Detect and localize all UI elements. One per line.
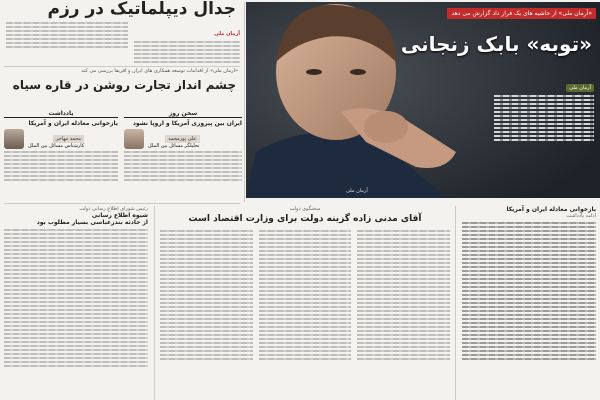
divider <box>4 66 240 67</box>
vertical-divider <box>244 2 245 202</box>
hero-caption-left: آرمان ملی <box>346 188 368 194</box>
right-kicker: ادامه یادداشت <box>566 213 596 219</box>
vertical-divider <box>455 206 456 400</box>
top-left-headline[interactable]: جدال دیپلماتیک در رزم <box>47 0 236 19</box>
top-left-block <box>0 0 244 64</box>
hero-tag <box>447 8 596 19</box>
author-photo <box>4 129 24 149</box>
col-left-head[interactable]: بازخوانی معادله ایران و آمریکا <box>28 120 118 127</box>
hero-photo[interactable] <box>246 2 600 198</box>
right-headline[interactable]: بازخوانی معادله ایران و آمریکا <box>506 206 596 213</box>
hero-title-text: «توبه» بابک زنجانی <box>400 32 592 56</box>
col-right-title: سخن روز <box>124 110 242 118</box>
vertical-divider <box>154 206 155 400</box>
top-left-byline: آرمان ملی <box>214 31 240 37</box>
hero-tag-text: «آرمان ملی» از حاشیه های یک فرار داد گزارش می دهد <box>451 10 592 17</box>
col-right <box>124 110 242 183</box>
bottom-left-story <box>0 206 152 400</box>
col-right-role: تحلیلگر مسائل بین الملل <box>148 143 200 149</box>
right-story <box>458 206 600 400</box>
col-left <box>4 110 118 183</box>
left-strip-headline[interactable]: چشم انداز تجارت روشن در قاره سیاه <box>12 78 236 92</box>
hero-body <box>494 74 594 143</box>
mid-kicker: سخنگوی دولت <box>289 206 321 212</box>
hero-source-badge: آرمان ملی <box>566 84 594 92</box>
bottom-left-subhead[interactable]: از حادثه بندرعباسی بسیار مطلوب بود <box>36 219 148 226</box>
col-right-name: علی پورمحمد <box>165 135 199 143</box>
author-photo <box>124 129 144 149</box>
col-right-head[interactable]: ایران بین پیروزی آمریکا و اروپا نشود <box>132 120 242 127</box>
mid-story <box>156 206 454 400</box>
bottom-left-headline[interactable]: شیوه اطلاع رسانی <box>91 212 148 219</box>
left-columns <box>0 110 244 202</box>
bottom-left-kicker: رئیس شورای اطلاع رسانی دولت <box>79 206 148 212</box>
left-strip <box>0 68 244 108</box>
col-left-name: محمد مهاجر <box>53 135 84 143</box>
left-strip-note: «آرمان ملی» از اقدامات توسعه همکاری های ایران و آفریقا بررسی می کند <box>81 68 238 74</box>
col-left-role: کارشناس مسائل بین الملل <box>28 143 85 149</box>
col-left-title: یادداشت <box>4 110 118 118</box>
mid-headline[interactable]: آقای مدنی زاده گزینه دولت برای وزارت اقتصاد است <box>188 214 422 224</box>
divider <box>4 203 240 204</box>
hero-title[interactable] <box>401 32 592 56</box>
